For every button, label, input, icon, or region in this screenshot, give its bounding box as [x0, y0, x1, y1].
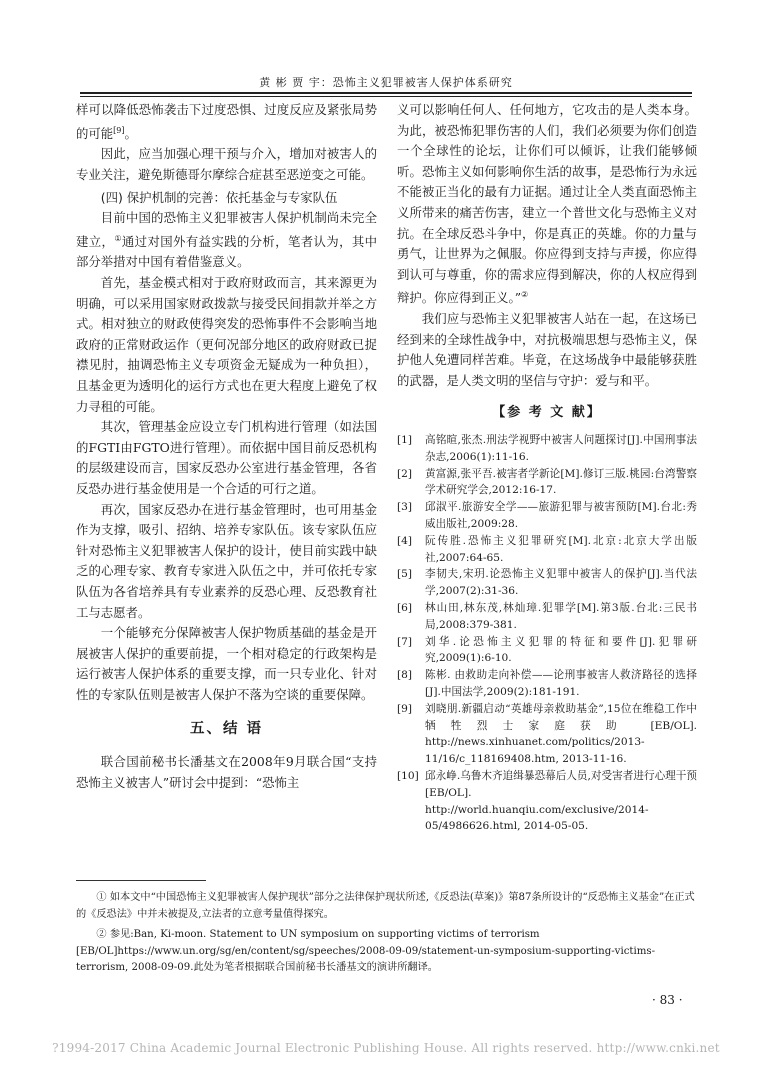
paragraph: 其次，管理基金应设立专门机构进行管理（如法国的FGTI由FGTO进行管理）。而依据中国目前反恐机构的层级建设而言，国家反恐办公室进行基金管理，各省反恐办进行基金使用是一个合适的可行之道。 — [76, 419, 377, 496]
reference-text: 阮传胜.恐怖主义犯罪研究[M].北京:北京大学出版社,2007:64-65. — [425, 534, 697, 564]
footnotes — [76, 890, 698, 981]
reference-number: [1] — [397, 434, 413, 447]
reference-text: 李韧夫,宋玥.论恐怖主义犯罪中被害人的保护[J].当代法学,2007(2):31-36. — [425, 568, 697, 598]
paragraph — [76, 208, 377, 273]
footnote: ① 如本文中“中国恐怖主义犯罪被害人保护现状”部分之法律保护现状所述,《反恐法(草案)》第87条所设计的“反恐怖主义基金”在正式的《反恐法》中并未被提及,立法者的立意考量值得探究。 — [76, 892, 695, 920]
subsection-heading: (四) 保护机制的完善：依托基金与专家队伍 — [100, 189, 338, 205]
header-rule-thick — [80, 92, 692, 94]
reference-item — [397, 600, 697, 634]
copyright-watermark: ?1994-2017 China Academic Journal Electronic Publishing House. All rights reserved. http://www.cnki.net — [52, 1041, 720, 1055]
paragraph: 再次，国家反恐办在进行基金管理时，也可用基金作为支撑，吸引、招纳、培养专家队伍。该专家队伍应针对恐怖主义犯罪被害人保护的设计，使目前实践中缺乏的心理专家、教育专家进入队伍之中，并可依托专家队伍为各省培养具有专业素养的反恐心理、反恐教育社工与志愿者。 — [76, 501, 377, 620]
reference-number: [5] — [397, 568, 413, 581]
paragraph: 一个能够充分保障被害人保护物质基础的基金是开展被害人保护的重要前提，一个相对稳定的行政架构是运行被害人保护体系的重要支撑，而一只专业化、针对性的专家队伍则是被害人保护不落为空谈的重要保障。 — [76, 625, 377, 702]
reference-number: [6] — [397, 602, 413, 614]
paragraph-text: 。 — [124, 125, 137, 141]
reference-item — [397, 634, 697, 668]
paragraph-text: 目前中国的恐怖主义犯罪被害人保护机制尚未完全建立， — [76, 210, 377, 249]
reference-number: [10] — [397, 769, 419, 782]
reference-item — [397, 566, 697, 600]
reference-item — [397, 701, 697, 768]
reference-text: 邱永峥.乌鲁木齐追缉暴恐幕后人员,对受害者进行心理干预[EB/OL]. http://world.huanqiu.com/exclusive/2014-05/4986626.html, 2014-05-05. — [425, 769, 697, 833]
footnote-rule — [76, 880, 206, 881]
reference-text: 刘华.论恐怖主义犯罪的特征和要件[J].犯罪研究,2009(1):6-10. — [425, 635, 697, 665]
reference-list — [397, 432, 697, 835]
reference-number: [3] — [397, 501, 413, 514]
page-number: · 83 · — [652, 993, 683, 1007]
right-column — [397, 100, 697, 835]
reference-text: 陈彬. 由救助走向补偿——论刑事被害人救济路径的选择[J].中国法学,2009(2):181-191. — [425, 669, 697, 698]
left-column — [76, 100, 377, 793]
footnote-mark: ① — [114, 233, 122, 243]
reference-text: 黄富源,张平吾.被害者学新论[M].修订三版.桃园:台湾警察学术研究学会,2012:16-17. — [425, 467, 697, 497]
paragraph: 联合国前秘书长潘基文在2008年9月联合国“支持恐怖主义被害人”研讨会中提到：“恐怖主 — [76, 754, 377, 790]
paragraph-text: 义可以影响任何人、任何地方，它攻击的是人类本身。为此，被恐怖犯罪伤害的人们，我们必须要为你们创造一个全球性的论坛，让你们可以倾诉，让我们能够倾听。恐怖主义如何影响你生活的故事，是恐怖行为永远不能被正当化的最有力证据。通过让全人类直面恐怖主义所带来的痛苦伤害，建立一个普世文化与恐怖主义对抗。在全球反恐斗争中，你是真正的英雄。你的力量与勇气，让世界为之佩服。你应得到支持与声援，你应得到认可与尊重，你的需求应得到解决，你的人权应得到辩护。你应得到正义。” — [397, 102, 697, 306]
footnote: ② 参见:Ban, Ki-moon. Statement to UN symposium on supporting victims of terrorism [EB/OL]https://www.un.org/sg/en/content/sg/speeches/2008-09-09/statement-un-symposium-supporting-victims-terrorism, 2008-09-09.此处为笔者根据联合国前秘书长潘基文的演讲所翻译。 — [76, 929, 656, 973]
running-head: 黄 彬 贾 宇：恐怖主义犯罪被害人保护体系研究 — [259, 76, 513, 89]
reference-number: [4] — [397, 534, 413, 547]
paragraph: 首先，基金模式相对于政府财政而言，其来源更为明确，可以采用国家财政拨款与接受民间捐款并举之方式。相对独立的财政使得突发的恐怖事件不会影响当地政府的正常财政运作（更何况部分地区的政府财政已捉襟见肘，抽调恐怖主义专项资金无疑成为一种负担），且基金更为透明化的运行方式也在更大程度上避免了权力寻租的可能。 — [76, 275, 377, 414]
references-title: 【参 考 文 献】 — [492, 405, 602, 421]
paragraph: 因此，应当加强心理干预与介入，增加对被害人的专业关注，避免斯德哥尔摩综合症甚至恶逆变之可能。 — [76, 146, 377, 182]
reference-number: [7] — [397, 635, 413, 648]
reference-text: 刘晓朋.新疆启动“英雄母亲救助基金”,15位在维稳工作中牺牲烈士家庭获助 [EB/OL]. http://news.xinhuanet.com/politics/2013-11/16/c_118169408.htm, 2013-11-16. — [425, 702, 697, 766]
reference-text: 高铭暄,张杰.刑法学视野中被害人问题探讨[J].中国刑事法杂志,2006(1):11-16. — [425, 434, 697, 463]
reference-number: [2] — [397, 467, 413, 480]
reference-text: 邱淑平.旅游安全学——旅游犯罪与被害预防[M].台北:秀威出版社,2009:28. — [425, 501, 697, 531]
header-rule-thin — [80, 96, 692, 97]
paragraph — [397, 100, 697, 309]
citation-mark: [9] — [113, 125, 125, 135]
reference-text: 林山田,林东茂,林灿璋.犯罪学[M].第3版.台北:三民书局,2008:379-381. — [425, 602, 697, 631]
reference-number: [9] — [397, 702, 413, 715]
paragraph-text: 通过对国外有益实践的分析，笔者认为，其中部分举措对中国有着借鉴意义。 — [76, 233, 378, 270]
reference-item — [397, 499, 697, 533]
paragraph: 我们应与恐怖主义犯罪被害人站在一起，在这场已经到来的全球性战争中，对抗极端思想与恐怖主义，保护他人免遭同样苦难。毕竟，在这场战争中最能够获胜的武器，是人类文明的坚信与守护：爱与和平。 — [397, 311, 697, 388]
footnote-mark: ② — [521, 290, 529, 300]
reference-item — [397, 466, 697, 500]
paragraph — [76, 100, 377, 144]
reference-item — [397, 533, 697, 567]
paragraph-text: 样可以降低恐怖袭击下过度恐惧、过度反应及紧张局势的可能 — [76, 102, 377, 141]
reference-number: [8] — [397, 669, 413, 682]
reference-item — [397, 667, 697, 701]
reference-item — [397, 768, 697, 835]
section-heading: 五、结 语 — [189, 721, 264, 738]
reference-item — [397, 432, 697, 466]
